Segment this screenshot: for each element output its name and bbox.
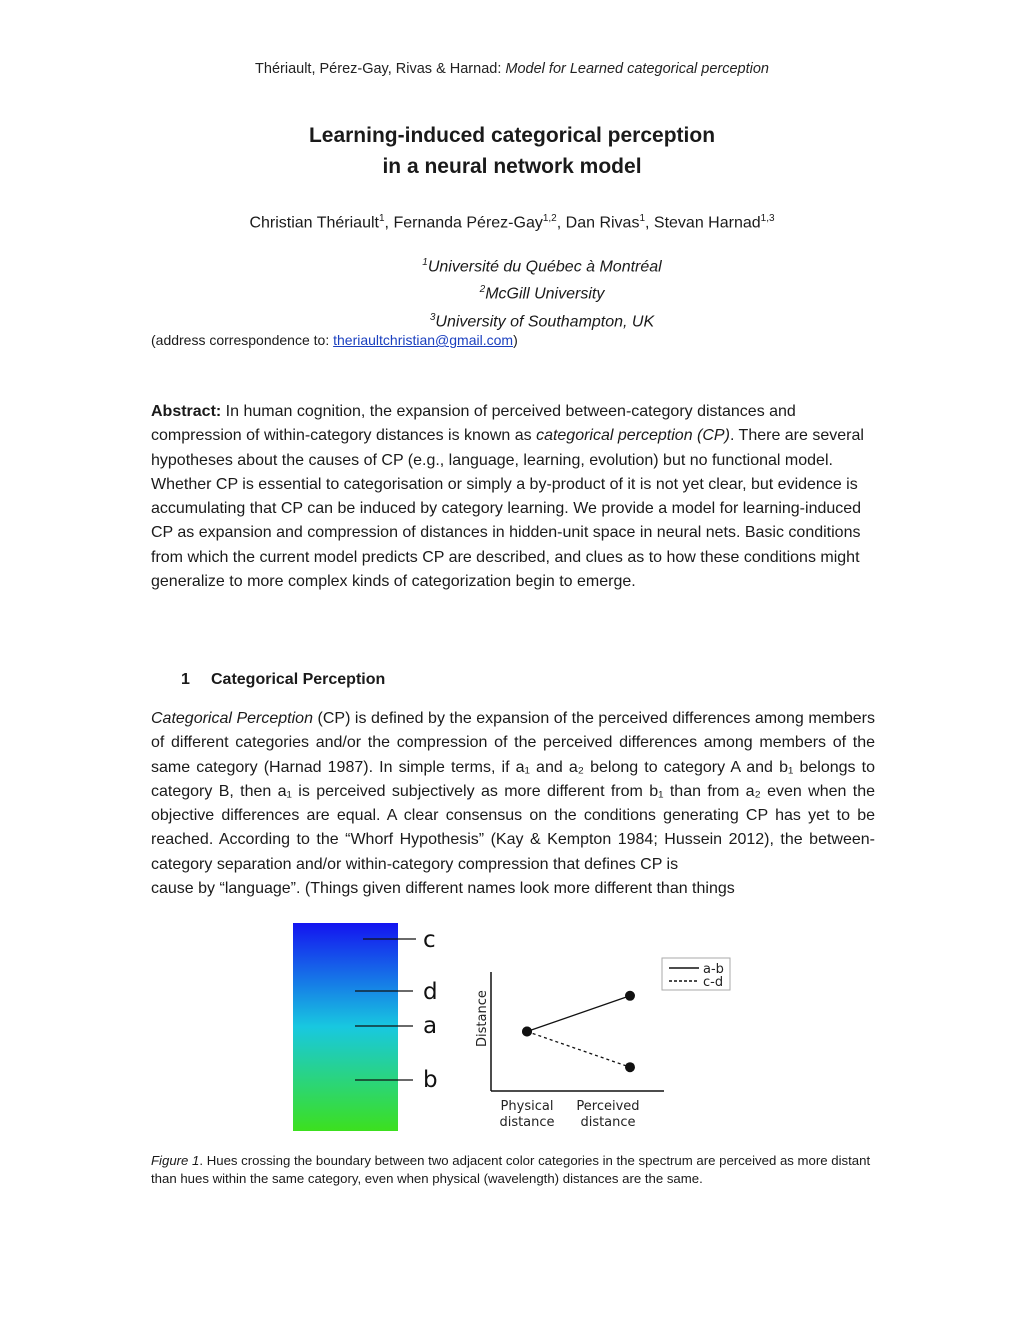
caption-text: . Hues crossing the boundary between two adjacent color categories in the spectrum are perceived as more distant than hues within the same category, even when physical (wavelength) distances are the same.	[151, 1153, 871, 1186]
author-sup: 1,3	[760, 213, 775, 224]
author-name: Stevan Harnad	[653, 214, 761, 232]
x-tick-label-physical-2: distance	[499, 1115, 555, 1130]
affiliation-sup: 3	[429, 311, 436, 323]
color-spectrum	[293, 923, 398, 1131]
affiliation-name: University of Southampton, UK	[435, 312, 655, 330]
series-line-c-d	[527, 1032, 630, 1068]
author-sup: 1,2	[542, 213, 557, 224]
author-sup: 1	[639, 213, 646, 224]
correspondence-prefix: (address correspondence to:	[151, 332, 334, 348]
x-tick-label-perceived-1: Perceived	[576, 1099, 640, 1114]
caption-label: Figure 1	[151, 1153, 200, 1168]
spectrum-label-c: c	[423, 927, 436, 953]
data-point-a-b-1	[625, 991, 635, 1001]
x-tick-label-physical-1: Physical	[500, 1099, 554, 1114]
x-tick-label-perceived-2: distance	[580, 1115, 636, 1130]
author-name: Fernanda Pérez-Gay	[393, 214, 543, 232]
abstract-label: Abstract:	[151, 403, 222, 420]
section-number: 1	[181, 671, 190, 688]
y-axis-label: Distance	[475, 990, 490, 1047]
spectrum-label-d: d	[423, 979, 438, 1005]
series-line-a-b	[527, 996, 630, 1032]
distance-chart	[475, 972, 664, 1130]
header-short-title: Model for Learned categorical perception	[505, 61, 769, 77]
correspondence-suffix: )	[513, 332, 518, 348]
title-line-1: Learning-induced categorical perception	[308, 124, 716, 147]
affiliation-sup: 1	[422, 257, 428, 268]
affiliation-name: Université du Québec à Montréal	[427, 258, 662, 276]
body-term: Categorical Perception	[151, 710, 313, 727]
abstract-term: categorical perception (CP)	[536, 427, 730, 445]
chart-legend	[662, 958, 730, 990]
author-name: Dan Rivas	[565, 214, 640, 232]
chart-marks	[522, 991, 635, 1072]
header-authors: Thériault, Pérez-Gay, Rivas & Harnad:	[255, 61, 502, 77]
author-list: Christian Thériault$^1$, Fernanda Pérez-Gay$^{1,2}$, Dan Rivas$^1$, Stevan Harnad$^{1,3}$	[249, 213, 775, 232]
data-point-c-d-0	[522, 1027, 532, 1037]
body-text: (CP) is defined by the expansion of the perceived differences among members of different categories and/or the compression of the perceived differences among members of the same category (Harnad 1987). In simple terms, if a₁ and a₂ belong to category A and b₁ belongs to category B, then a₁ is perceived subjectively as more different from b₁ than from a₂ even when the objective differences are equal. A clear consensus on the conditions generating CP has yet to be reached. According to the “Whorf Hypothesis” (Kay & Kempton 1984; Hussein 2012), the between-category separation and/or within-category compression that defines CP is	[151, 710, 875, 873]
abstract-text: . There are several hypotheses about the causes of CP (e.g., language, learning, evolution) but no functional model. Whether CP is essential to categorisation or simply a by-product of it is not yet clear, but evidence is accumulating that CP can be induced by category learning. We provide a model for learning-induced CP as expansion and compression of distances in hidden-unit space in neural nets. Basic conditions from which the current model predicts CP are described, and clues as to how these conditions might generalize to more complex kinds of categorization begin to emerge.	[151, 427, 864, 591]
spectrum-label-a: a	[423, 1013, 438, 1039]
spectrum-label-b: b	[423, 1067, 438, 1093]
figure-caption	[151, 1152, 876, 1188]
section-title: Categorical Perception	[211, 671, 386, 688]
email-link[interactable]: theriaultchristian@gmail.com	[333, 332, 514, 348]
abstract-text: In human cognition, the expansion of perceived between-category distances and compression of within-category distances is known as	[151, 403, 796, 445]
author-name: Christian Thériault	[249, 214, 379, 232]
data-point-c-d-1	[625, 1062, 635, 1072]
affiliation-sup: 2	[479, 284, 486, 296]
title-line-2: in a neural network model	[382, 155, 642, 178]
legend-label-c-d: c-d	[703, 975, 724, 990]
body-last-line: cause by “language”. (Things given different names look more different than things	[151, 880, 735, 898]
author-sup: 1	[378, 213, 385, 224]
affiliation-name: McGill University	[485, 285, 605, 303]
legend-label-a-b: a-b	[703, 962, 724, 977]
